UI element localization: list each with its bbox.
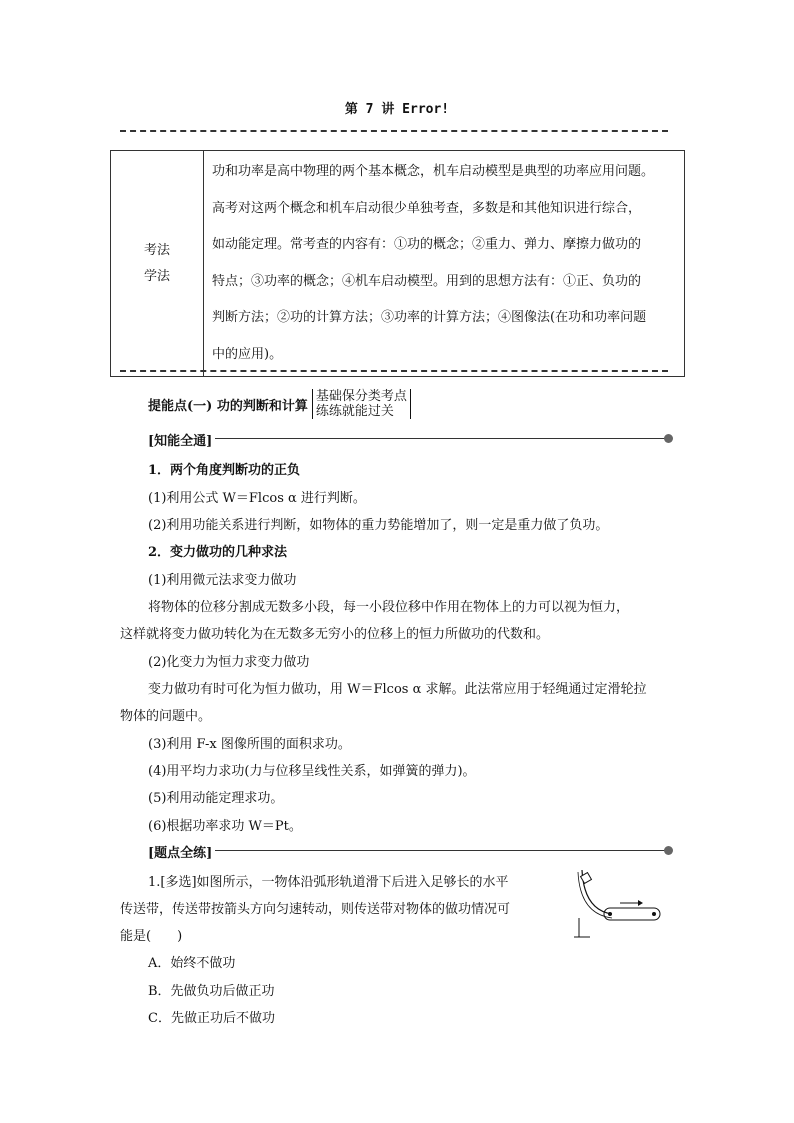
content-line: (6)根据功率求功 W＝Pt。 — [148, 819, 302, 834]
question-line: 1.[多选]如图所示，一物体沿弧形轨道滑下后进入足够长的水平 — [148, 875, 509, 890]
arrowhead — [638, 900, 643, 906]
kaofa-label-line2: 学法 — [143, 268, 170, 284]
dashed-divider-top — [120, 130, 668, 132]
zhineng-rule — [215, 438, 665, 439]
tidian-rule — [215, 850, 665, 851]
tidian-dot-icon — [664, 846, 673, 855]
content-line: 将物体的位移分割成无数多小段，每一小段位移中作用在物体上的力可以视为恒力， — [148, 600, 630, 615]
question-line: 能是( ) — [120, 929, 183, 944]
content-line: (5)利用动能定理求功。 — [148, 791, 284, 806]
kaofa-line: 判断方法；②功的计算方法；③功率的计算方法；④图像法(在功和功率问题 — [212, 310, 647, 325]
content-line: (1)利用微元法求变力做功 — [148, 573, 297, 588]
content-line: (3)利用 F-x 图像所围的面积求功。 — [148, 737, 351, 752]
question-line: 传送带，传送带按箭头方向匀速转动，则传送带对物体的做功情况可 — [120, 902, 511, 917]
content-line: 这样就将变力做功转化为在无数多无穷小的位移上的恒力所做功的代数和。 — [120, 627, 550, 642]
kaofa-line: 如动能定理。常考查的内容有：①功的概念；②重力、弹力、摩擦力做功的 — [212, 237, 642, 252]
content-line: 物体的问题中。 — [120, 709, 212, 724]
kaofa-line: 中的应用)。 — [212, 346, 283, 362]
dashed-divider-bottom — [120, 370, 668, 372]
zhineng-header: [知能全通] — [148, 434, 213, 449]
kaofa-line: 高考对这两个概念和机车启动很少单独考查，多数是和其他知识进行综合， — [212, 200, 642, 216]
section-tag-line2: 练练就能过关 — [315, 404, 394, 419]
section-tag-line1: 基础保分类考点 — [315, 389, 407, 404]
page-title: 第 7 讲 Error! — [344, 102, 450, 117]
content-line: (4)用平均力求功(力与位移呈线性关系，如弹簧的弹力)。 — [148, 764, 476, 779]
belt-pulley-left — [608, 912, 612, 916]
section-heading-text: 提能点(一) 功的判断和计算 — [148, 398, 308, 414]
kaofa-content — [204, 151, 685, 377]
option-c: C．先做正功后不做功 — [148, 1011, 275, 1026]
content-line: 变力做功有时可化为恒力做功，用 W＝Flcos α 求解。此法常应用于轻绳通过定滑轮拉 — [148, 682, 647, 697]
section-heading — [148, 389, 411, 419]
content-line: 2．变力做功的几种求法 — [148, 545, 288, 560]
conveyor-figure — [572, 862, 672, 942]
content-line: 1．两个角度判断功的正负 — [148, 463, 301, 478]
option-b: B．先做负功后做正功 — [148, 984, 275, 999]
kaofa-label — [111, 151, 204, 377]
section-tag — [312, 389, 411, 419]
content-line: (2)化变力为恒力求变力做功 — [148, 655, 310, 670]
content-line: (2)利用功能关系进行判断，如物体的重力势能增加了，则一定是重力做了负功。 — [148, 518, 609, 533]
content-line: (1)利用公式 W＝Flcos α 进行判断。 — [148, 491, 366, 506]
option-a: A．始终不做功 — [148, 956, 236, 971]
tidian-header: [题点全练] — [148, 846, 213, 861]
kaofa-line: 特点；③功率的概念；④机车启动模型。用到的思想方法有：①正、负功的 — [212, 273, 642, 289]
kaofa-table — [110, 150, 685, 377]
kaofa-line: 功和功率是高中物理的两个基本概念，机车启动模型是典型的功率应用问题。 — [212, 164, 655, 179]
zhineng-dot-icon — [664, 434, 673, 443]
kaofa-label-line1: 考法 — [143, 242, 170, 258]
conveyor-belt — [604, 908, 660, 920]
belt-pulley-right — [652, 912, 656, 916]
